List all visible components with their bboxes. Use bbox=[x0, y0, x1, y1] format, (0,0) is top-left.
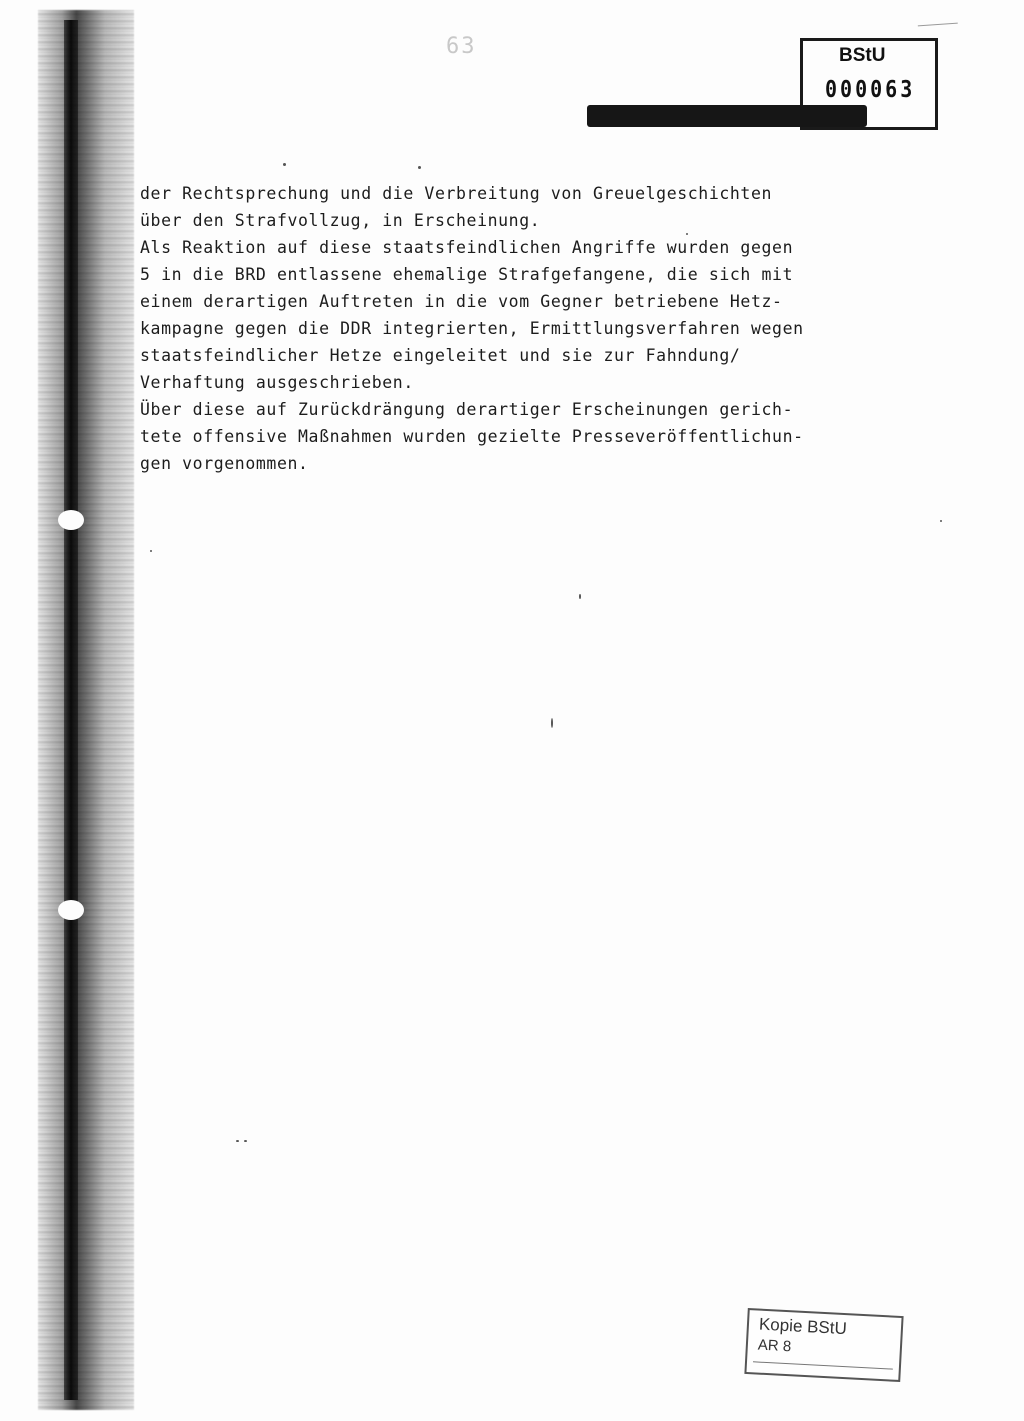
body-text-line: Über diese auf Zurückdrängung derartiger Erscheinungen gerich- bbox=[140, 400, 794, 419]
body-text-line: staatsfeindlicher Hetze eingeleitet und sie zur Fahndung/ bbox=[140, 346, 741, 365]
binding-strip bbox=[64, 20, 78, 1400]
body-text-line: tete offensive Maßnahmen wurden gezielte Presseveröffentlichun- bbox=[140, 427, 804, 446]
body-text-line: kampagne gegen die DDR integrierten, Ermittlungsverfahren wegen bbox=[140, 319, 804, 338]
copy-stamp-underline bbox=[753, 1361, 893, 1369]
body-text-line: Als Reaktion auf diese staatsfeindlichen Angriffe wurden gegen bbox=[140, 238, 794, 257]
archive-stamp-number: 000063 bbox=[825, 75, 916, 103]
scan-speck bbox=[686, 233, 688, 235]
binding-edge-shadow bbox=[38, 10, 134, 1410]
scan-speck bbox=[283, 163, 286, 166]
scan-speck bbox=[244, 1140, 247, 1142]
body-text-line: der Rechtsprechung und die Verbreitung von Greuelgeschichten bbox=[140, 184, 773, 203]
scan-speck bbox=[940, 520, 942, 522]
scan-speck bbox=[418, 166, 421, 169]
scan-speck bbox=[236, 1140, 239, 1142]
body-text-line: gen vorgenommen. bbox=[140, 454, 309, 473]
redaction-bar bbox=[587, 105, 867, 127]
corner-mark bbox=[918, 23, 958, 33]
page-number: 63 bbox=[446, 34, 477, 59]
body-text-line: über den Strafvollzug, in Erscheinung. bbox=[140, 211, 541, 230]
body-text-line: einem derartigen Auftreten in die vom Gegner betriebene Hetz- bbox=[140, 292, 783, 311]
scan-speck bbox=[579, 594, 581, 599]
document-body-text bbox=[140, 180, 940, 477]
body-text-line: Verhaftung ausgeschrieben. bbox=[140, 373, 414, 392]
binding-notch bbox=[58, 900, 84, 920]
scan-speck bbox=[150, 550, 152, 552]
archive-stamp-label: BStU bbox=[839, 45, 886, 66]
copy-stamp-line2: AR 8 bbox=[757, 1336, 792, 1356]
body-text-line: 5 in die BRD entlassene ehemalige Strafgefangene, die sich mit bbox=[140, 265, 794, 284]
binding-notch bbox=[58, 510, 84, 530]
copy-stamp-line1: Kopie BStU bbox=[758, 1314, 848, 1339]
copy-stamp bbox=[744, 1308, 903, 1382]
scan-speck bbox=[551, 718, 553, 728]
